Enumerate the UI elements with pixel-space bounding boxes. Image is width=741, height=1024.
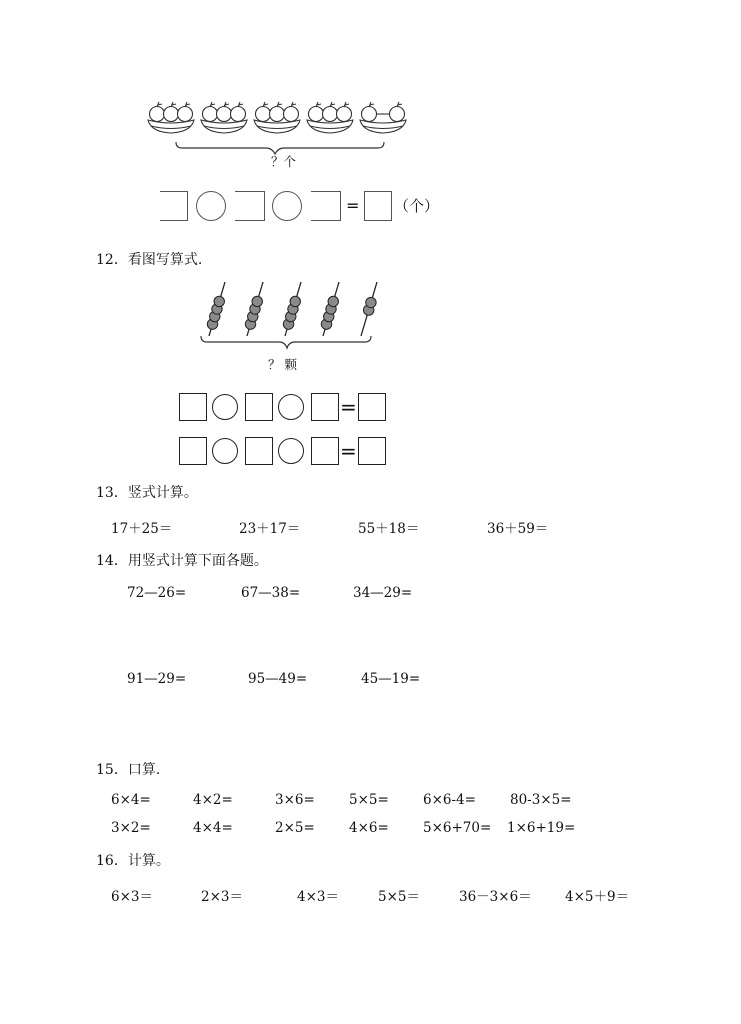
equals-sign: = bbox=[346, 196, 360, 215]
question-14-title: 14．用竖式计算下面各题。 bbox=[96, 553, 268, 569]
answer-box[interactable] bbox=[311, 393, 339, 421]
operator-circle[interactable] bbox=[212, 394, 238, 420]
question-13-title: 13．竖式计算。 bbox=[96, 485, 198, 501]
answer-box[interactable] bbox=[245, 393, 273, 421]
problem: 5×5= bbox=[349, 792, 389, 808]
problem: 72—26= bbox=[127, 585, 187, 601]
apple-icon bbox=[217, 107, 232, 122]
apple-plates-illustration bbox=[140, 98, 420, 158]
problem: 3×6= bbox=[275, 792, 315, 808]
question-15-title: 15．口算. bbox=[96, 762, 161, 778]
apple-icon bbox=[337, 107, 352, 122]
problem: 2×5= bbox=[275, 820, 315, 836]
bead-icon bbox=[214, 296, 224, 306]
answer-box[interactable] bbox=[179, 393, 207, 421]
problem: 67—38= bbox=[241, 585, 301, 601]
brace bbox=[201, 336, 371, 348]
equals-sign: = bbox=[340, 395, 357, 419]
problem: 17＋25＝ bbox=[111, 521, 173, 537]
bead-sticks-illustration bbox=[195, 280, 380, 352]
problem: 4×3＝ bbox=[297, 889, 339, 905]
apple-plate bbox=[307, 102, 353, 133]
problem: 6×6-4= bbox=[423, 792, 476, 808]
operator-circle[interactable] bbox=[278, 438, 304, 464]
apple-icon bbox=[309, 107, 324, 122]
problem: 4×6= bbox=[349, 820, 389, 836]
apple-icon bbox=[178, 107, 193, 122]
bead-icon bbox=[290, 296, 300, 306]
problem: 45—19= bbox=[361, 671, 421, 687]
problem: 1×6+19= bbox=[507, 820, 576, 836]
operator-circle[interactable] bbox=[278, 394, 304, 420]
apple-icon bbox=[284, 107, 299, 122]
operator-circle[interactable] bbox=[272, 191, 302, 221]
apple-icon bbox=[256, 107, 271, 122]
problem: 4×2= bbox=[193, 792, 233, 808]
answer-box[interactable] bbox=[311, 437, 339, 465]
equals-sign: = bbox=[340, 439, 357, 463]
problem: 2×3＝ bbox=[201, 889, 243, 905]
apple-icon bbox=[231, 107, 246, 122]
bead-icon bbox=[252, 296, 262, 306]
problem: 6×3＝ bbox=[111, 889, 153, 905]
problem: 3×2= bbox=[111, 820, 151, 836]
bead-icon bbox=[328, 296, 338, 306]
apple-icon bbox=[362, 107, 377, 122]
answer-box[interactable] bbox=[179, 437, 207, 465]
problem: 5×6+70= bbox=[423, 820, 492, 836]
apple-icon bbox=[164, 107, 179, 122]
apple-icon bbox=[270, 107, 285, 122]
apple-icon bbox=[150, 107, 165, 122]
apple-icon bbox=[323, 107, 338, 122]
answer-box[interactable] bbox=[160, 191, 188, 221]
problem: 55＋18＝ bbox=[358, 521, 420, 537]
problem: 91—29= bbox=[127, 671, 187, 687]
apple-plate bbox=[148, 102, 194, 133]
operator-circle[interactable] bbox=[196, 191, 226, 221]
question-16-title: 16．计算。 bbox=[96, 853, 170, 869]
unit-label: （个） bbox=[394, 197, 440, 215]
problem: 34—29= bbox=[353, 585, 413, 601]
apple-icon bbox=[390, 107, 405, 122]
question-12-title: 12．看图写算式. bbox=[96, 252, 203, 268]
apple-icon bbox=[203, 107, 218, 122]
problem: 36－3×6＝ bbox=[459, 889, 532, 905]
answer-box[interactable] bbox=[245, 437, 273, 465]
bead-stick bbox=[361, 282, 377, 336]
bead-icon bbox=[366, 297, 376, 307]
problem: 95—49= bbox=[248, 671, 308, 687]
answer-box[interactable] bbox=[358, 393, 386, 421]
bead-stick bbox=[321, 282, 339, 336]
answer-box[interactable] bbox=[235, 191, 265, 221]
apple-plate bbox=[201, 102, 247, 133]
problem: 80-3×5= bbox=[510, 792, 572, 808]
problem: 4×4= bbox=[193, 820, 233, 836]
bead-stick bbox=[283, 282, 301, 336]
problem: 23＋17＝ bbox=[239, 521, 301, 537]
brace-label: ？ 颗 bbox=[268, 357, 297, 372]
apple-plate bbox=[360, 102, 406, 133]
problem: 4×5＋9＝ bbox=[565, 889, 630, 905]
answer-box[interactable] bbox=[364, 191, 392, 221]
brace-label: ？个 bbox=[271, 154, 297, 169]
apple-plate bbox=[254, 102, 300, 133]
problem: 36＋59＝ bbox=[487, 521, 549, 537]
bead-stick bbox=[245, 282, 263, 336]
problem: 6×4= bbox=[111, 792, 151, 808]
answer-box[interactable] bbox=[311, 191, 341, 221]
operator-circle[interactable] bbox=[212, 438, 238, 464]
problem: 5×5＝ bbox=[378, 889, 420, 905]
bead-stick bbox=[207, 282, 225, 336]
answer-box[interactable] bbox=[358, 437, 386, 465]
